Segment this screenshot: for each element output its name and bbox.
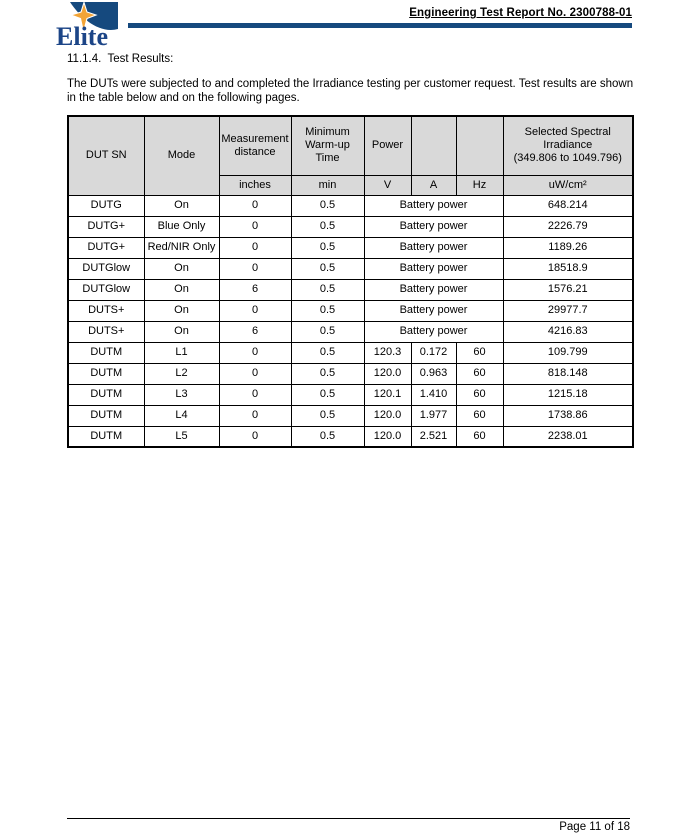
col-header-power: Power	[364, 116, 411, 175]
footer-rule	[67, 818, 630, 819]
table-row	[68, 195, 633, 216]
cell-distance: 0	[219, 405, 291, 426]
cell-irradiance: 818.148	[503, 363, 633, 384]
cell-mode: Red/NIR Only	[144, 237, 219, 258]
cell-warm-up: 0.5	[291, 300, 364, 321]
cell-dut-sn: DUTM	[68, 363, 144, 384]
table-row	[68, 258, 633, 279]
table-row	[68, 216, 633, 237]
cell-volts: 120.0	[364, 363, 411, 384]
irradiance-line2: Irradiance	[543, 139, 593, 152]
cell-hertz: 60	[456, 384, 503, 405]
cell-amps: 0.172	[411, 342, 456, 363]
cell-distance: 0	[219, 258, 291, 279]
cell-irradiance: 29977.7	[503, 300, 633, 321]
cell-dut-sn: DUTGlow	[68, 258, 144, 279]
cell-amps: 0.963	[411, 363, 456, 384]
col-header-measurement-distance: Measurement distance	[219, 116, 291, 175]
cell-power: Battery power	[364, 279, 503, 300]
cell-amps: 1.410	[411, 384, 456, 405]
cell-irradiance: 1189.26	[503, 237, 633, 258]
cell-volts: 120.3	[364, 342, 411, 363]
table-row	[68, 342, 633, 363]
unit-irradiance: uW/cm²	[503, 175, 633, 195]
cell-distance: 0	[219, 363, 291, 384]
cell-warm-up: 0.5	[291, 279, 364, 300]
cell-warm-up: 0.5	[291, 258, 364, 279]
cell-power: Battery power	[364, 300, 503, 321]
cell-hertz: 60	[456, 363, 503, 384]
cell-distance: 0	[219, 195, 291, 216]
cell-distance: 0	[219, 426, 291, 447]
cell-irradiance: 648.214	[503, 195, 633, 216]
elite-logo	[56, 2, 118, 48]
table-row	[68, 363, 633, 384]
cell-mode: L1	[144, 342, 219, 363]
cell-warm-up: 0.5	[291, 426, 364, 447]
table-row	[68, 279, 633, 300]
cell-distance: 6	[219, 279, 291, 300]
cell-irradiance: 4216.83	[503, 321, 633, 342]
report-title: Engineering Test Report No. 2300788-01	[409, 7, 632, 19]
cell-dut-sn: DUTM	[68, 342, 144, 363]
cell-distance: 0	[219, 300, 291, 321]
cell-dut-sn: DUTS+	[68, 300, 144, 321]
col-header-dut-sn: DUT SN	[68, 116, 144, 195]
cell-mode: L3	[144, 384, 219, 405]
cell-warm-up: 0.5	[291, 237, 364, 258]
test-results-table	[67, 115, 634, 448]
cell-power: Battery power	[364, 321, 503, 342]
cell-distance: 6	[219, 321, 291, 342]
irradiance-line3: (349.806 to 1049.796)	[513, 152, 622, 165]
irradiance-line1: Selected Spectral	[524, 126, 611, 139]
cell-distance: 0	[219, 384, 291, 405]
cell-dut-sn: DUTM	[68, 405, 144, 426]
cell-irradiance: 1738.86	[503, 405, 633, 426]
header-rule	[128, 23, 632, 28]
table-row	[68, 405, 633, 426]
table-row	[68, 384, 633, 405]
cell-warm-up: 0.5	[291, 363, 364, 384]
col-header-empty-hz	[456, 116, 503, 175]
col-header-mode: Mode	[144, 116, 219, 195]
cell-irradiance: 109.799	[503, 342, 633, 363]
cell-warm-up: 0.5	[291, 405, 364, 426]
cell-hertz: 60	[456, 426, 503, 447]
cell-irradiance: 2226.79	[503, 216, 633, 237]
cell-warm-up: 0.5	[291, 384, 364, 405]
cell-irradiance: 1576.21	[503, 279, 633, 300]
section-heading: 11.1.4. Test Results:	[67, 53, 174, 65]
unit-warm-up: min	[291, 175, 364, 195]
cell-amps: 2.521	[411, 426, 456, 447]
unit-volts: V	[364, 175, 411, 195]
cell-mode: On	[144, 321, 219, 342]
cell-dut-sn: DUTG	[68, 195, 144, 216]
cell-mode: L4	[144, 405, 219, 426]
cell-hertz: 60	[456, 405, 503, 426]
unit-distance: inches	[219, 175, 291, 195]
table-row	[68, 237, 633, 258]
cell-power: Battery power	[364, 216, 503, 237]
col-header-irradiance	[503, 116, 633, 175]
cell-power: Battery power	[364, 237, 503, 258]
cell-amps: 1.977	[411, 405, 456, 426]
page-number: Page 11 of 18	[559, 821, 630, 833]
cell-warm-up: 0.5	[291, 321, 364, 342]
unit-hertz: Hz	[456, 175, 503, 195]
cell-volts: 120.0	[364, 426, 411, 447]
cell-mode: On	[144, 258, 219, 279]
table-header-row	[68, 116, 633, 175]
cell-dut-sn: DUTS+	[68, 321, 144, 342]
cell-volts: 120.1	[364, 384, 411, 405]
col-header-empty-a	[411, 116, 456, 175]
cell-distance: 0	[219, 342, 291, 363]
cell-warm-up: 0.5	[291, 216, 364, 237]
table-row	[68, 300, 633, 321]
cell-irradiance: 2238.01	[503, 426, 633, 447]
table-row	[68, 321, 633, 342]
cell-warm-up: 0.5	[291, 195, 364, 216]
cell-mode: On	[144, 195, 219, 216]
cell-power: Battery power	[364, 258, 503, 279]
cell-distance: 0	[219, 216, 291, 237]
col-header-warm-up: Minimum Warm-up Time	[291, 116, 364, 175]
cell-dut-sn: DUTM	[68, 384, 144, 405]
cell-dut-sn: DUTG+	[68, 216, 144, 237]
logo-text: Elite	[56, 22, 108, 48]
cell-hertz: 60	[456, 342, 503, 363]
table-row	[68, 426, 633, 447]
cell-mode: On	[144, 300, 219, 321]
cell-warm-up: 0.5	[291, 342, 364, 363]
cell-mode: L5	[144, 426, 219, 447]
unit-amps: A	[411, 175, 456, 195]
cell-dut-sn: DUTM	[68, 426, 144, 447]
cell-distance: 0	[219, 237, 291, 258]
body-paragraph: The DUTs were subjected to and completed the Irradiance testing per customer request. Test results are shown in the table below and on the following pages.	[67, 78, 634, 104]
cell-power: Battery power	[364, 195, 503, 216]
cell-dut-sn: DUTGlow	[68, 279, 144, 300]
cell-mode: Blue Only	[144, 216, 219, 237]
cell-volts: 120.0	[364, 405, 411, 426]
cell-irradiance: 1215.18	[503, 384, 633, 405]
cell-irradiance: 18518.9	[503, 258, 633, 279]
cell-dut-sn: DUTG+	[68, 237, 144, 258]
cell-mode: On	[144, 279, 219, 300]
cell-mode: L2	[144, 363, 219, 384]
